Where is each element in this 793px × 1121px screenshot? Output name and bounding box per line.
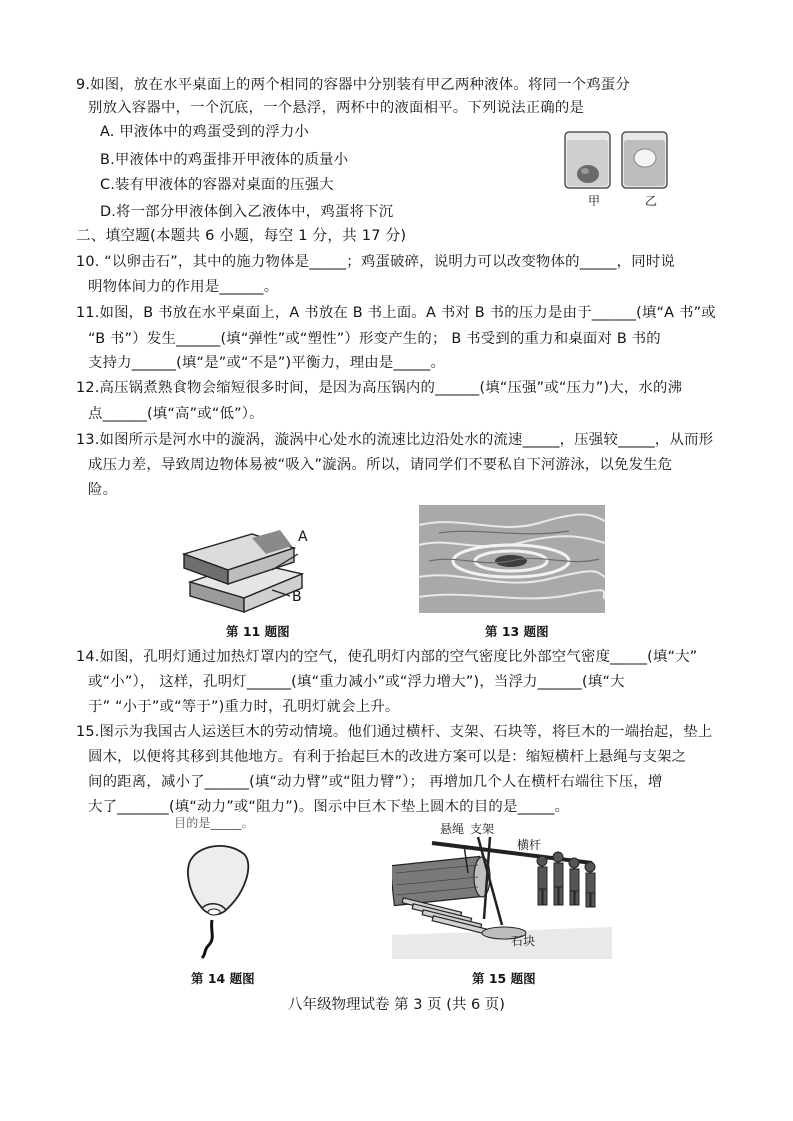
q15-line4: 大了_______(填“动力”或“阻力”)。图示中巨木下垫上圆木的目的是_____。 <box>88 799 570 815</box>
q11-line3: 支持力______(填“是”或“不是”)平衡力，理由是_____。 <box>88 355 446 371</box>
q14-line1: 14.如图，孔明灯通过加热灯罩内的空气，使孔明灯内部的空气密度比外部空气密度_____(填“大” <box>76 649 698 665</box>
q9-option-b: B.甲液体中的鸡蛋排开甲液体的质量小 <box>100 152 349 168</box>
fig14-caption: 第 14 题图 <box>191 971 255 986</box>
q9-beakers-figure <box>560 128 680 208</box>
q13-line3: 险。 <box>88 482 118 498</box>
q9-stem-line1: 9.如图，放在水平桌面上的两个相同的容器中分别装有甲乙两种液体。将同一个鸡蛋分 <box>76 77 630 93</box>
fig11-label-a: A <box>298 529 308 545</box>
fig15-label-bar: 横杆 <box>517 838 542 852</box>
q10-line1: 10. “以卵击石”，其中的施力物体是_____；鸡蛋破碎，说明力可以改变物体的_____，同时说 <box>76 254 676 270</box>
q15-line3: 间的距离，减小了______(填“动力臂”或“阻力臂”）； 再增加几个人在横杆右端往下压，增 <box>88 774 663 790</box>
q9-option-d: D.将一部分甲液体倒入乙液体中，鸡蛋将下沉 <box>100 204 394 220</box>
q10-line2: 明物体间力的作用是______。 <box>88 279 279 295</box>
fig15-caption: 第 15 题图 <box>472 971 536 986</box>
q12-line2: 点______(填“高”或“低”）。 <box>88 406 264 422</box>
q13-line1: 13.如图所示是河水中的漩涡，漩涡中心处水的流速比边沿处水的流速_____，压强较_____，从而形 <box>76 432 714 448</box>
fig15-lever-scene <box>392 815 612 959</box>
fig15-label-rope: 悬绳 <box>440 822 465 836</box>
fig15-label-stone: 石块 <box>511 934 536 948</box>
q14-line3: 于” “小于”或“等于”)重力时，孔明灯就会上升。 <box>88 699 400 715</box>
q13-line2: 成压力差，导致周边物体易被“吸入”漩涡。所以，请同学们不要私自下河游泳，以免发生危 <box>88 457 673 473</box>
q15-ghost-text: 目的是_____。 <box>174 816 254 830</box>
beaker-yi <box>622 132 667 188</box>
beaker-jia <box>565 132 610 188</box>
q14-line2: 或“小”）， 这样，孔明灯______(填“重力减小”或“浮力增大”)，当浮力______(填“大 <box>88 674 625 690</box>
label-jia: 甲 <box>588 194 601 208</box>
q15-line1: 15.图示为我国古人运送巨木的劳动情境。他们通过横杆、支架、石块等，将巨木的一端抬起，垫上 <box>76 724 713 740</box>
fig11-label-b: B <box>292 589 302 605</box>
q9-stem-line2: 别放入容器中，一个沉底，一个悬浮，两杯中的液面相平。下列说法正确的是 <box>88 100 585 116</box>
q11-line1: 11.如图，B 书放在水平桌面上，A 书放在 B 书上面。A 书对 B 书的压力是由于______(填“A 书”或 <box>76 305 716 321</box>
fig11-caption: 第 11 题图 <box>226 624 290 639</box>
q9-option-a: A. 甲液体中的鸡蛋受到的浮力小 <box>100 124 310 140</box>
q15-line2: 圆木，以便将其移到其他地方。有利于抬起巨木的改进方案可以是：缩短横杆上悬绳与支架之 <box>88 749 687 765</box>
q11-line2: “B 书”）发生______(填“弹性”或“塑性”）形变产生的； B 书受到的重力和桌面对 B 书的 <box>88 331 661 347</box>
label-yi: 乙 <box>645 194 658 208</box>
fig15-label-support: 支架 <box>470 822 495 836</box>
section-2-heading: 二、填空题(本题共 6 小题，每空 1 分，共 17 分) <box>76 227 407 244</box>
page-footer: 八年级物理试卷 第 3 页 (共 6 页) <box>288 997 505 1013</box>
fig14-kongming-lantern <box>180 838 260 962</box>
q9-option-c: C.装有甲液体的容器对桌面的压强大 <box>100 177 334 193</box>
q12-line1: 12.高压锅煮熟食物会缩短很多时间，是因为高压锅内的______(填“压强”或“压力”)大，水的沸 <box>76 380 683 396</box>
fig13-whirlpool-photo <box>419 505 605 613</box>
fig13-caption: 第 13 题图 <box>485 624 549 639</box>
